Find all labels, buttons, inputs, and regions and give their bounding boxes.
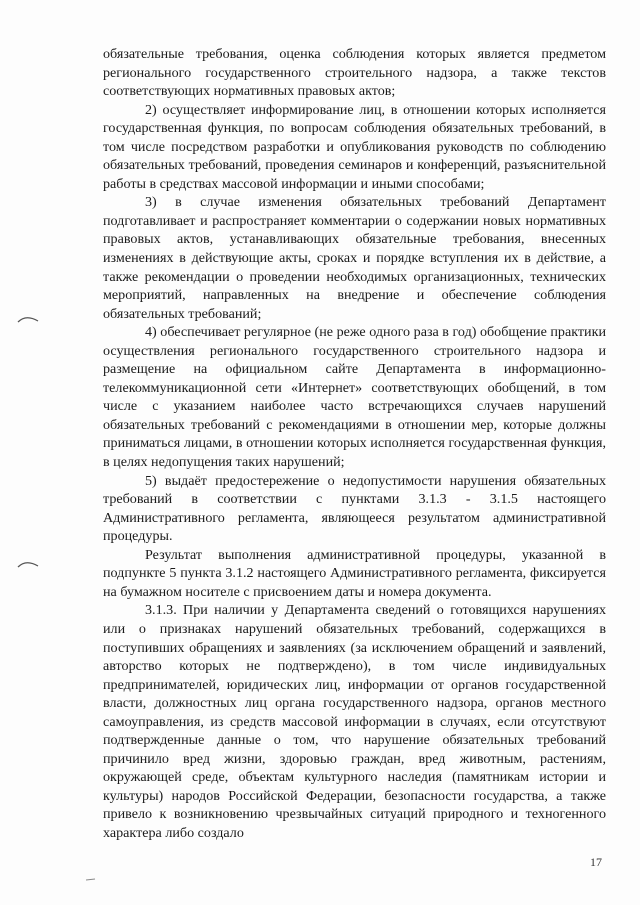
page-number: 17 [590,855,602,869]
paragraph-3-1-3: 3.1.3. При наличии у Департамента сведений о готовящихся нарушениях или о признаках нарушений обязательных требований, содержащихся в поступивших обращениях и заявлениях (за исключением обращений и заявлений, авторство которых не подтверждено), в том числе индивидуальных предпринимателей, юридических лиц, информации от органов государственной власти, должностных лиц органа государственного надзора, органов местного самоуправления, из средств массовой информации в случаях, если отсутствуют подтвержденные данные о том, что нарушение обязательных требований причинило вред жизни, здоровью граждан, вред животным, растениям, окружающей среде, объектам культурного наследия (памятникам истории и культуры) народов Российской Федерации, безопасности государства, а также привело к возникновению чрезвычайных ситуаций природного и техногенного характера либо создало [103,602,606,841]
paragraph-result: Результат выполнения административной процедуры, указанной в подпункте 5 пункта 3.1.2 настоящего Административного регламента, фиксируется на бумажном носителе с присвоением даты и номера документа. [103,546,606,600]
scan-speck [86,878,96,881]
paragraph-item-3: 3) в случае изменения обязательных требований Департамент подготавливает и распространяет комментарии о содержании новых нормативных правовых актов, устанавливающих обязательные требования, внесенных изменениях в действующие акты, сроках и порядке вступления их в действие, а также рекомендации о проведении необходимых организационных, технических мероприятий, направленных на внедрение и обеспечение соблюдения обязательных требований; [103,194,606,322]
paragraph-item-2: 2) осуществляет информирование лиц, в отношении которых исполняется государственная функция, по вопросам соблюдения обязательных требований, в том числе посредством разработки и опубликования руководств по соблюдению обязательных требований, проведения семинаров и конференций, разъяснительной работы в средствах массовой информации и иными способами; [103,101,606,192]
document-body [103,45,606,843]
paragraph-item-5: 5) выдаёт предостережение о недопустимости нарушения обязательных требований в соответствии с пунктами 3.1.3 - 3.1.5 настоящего Административного регламента, являющееся результатом административной процедуры. [103,472,606,545]
punch-hole-mark [16,557,40,569]
paragraph-item-4: 4) обеспечивает регулярное (не реже одного раза в год) обобщение практики осуществления регионального государственного строительного надзора и размещение на официальном сайте Департамента в информационно-телекоммуникационной сети «Интернет» соответствующих обобщений, в том числе с указанием наиболее часто встречающихся случаев нарушений обязательных требований с рекомендациями в отношении мер, которые должны приниматься лицами, в отношении которых исполняется государственная функция, в целях недопущения таких нарушений; [103,324,606,471]
punch-hole-mark [16,312,40,324]
paragraph-continuation: обязательные требования, оценка соблюдения которых является предметом регионального государственного строительного надзора, а также текстов соответствующих нормативных правовых актов; [103,46,606,100]
